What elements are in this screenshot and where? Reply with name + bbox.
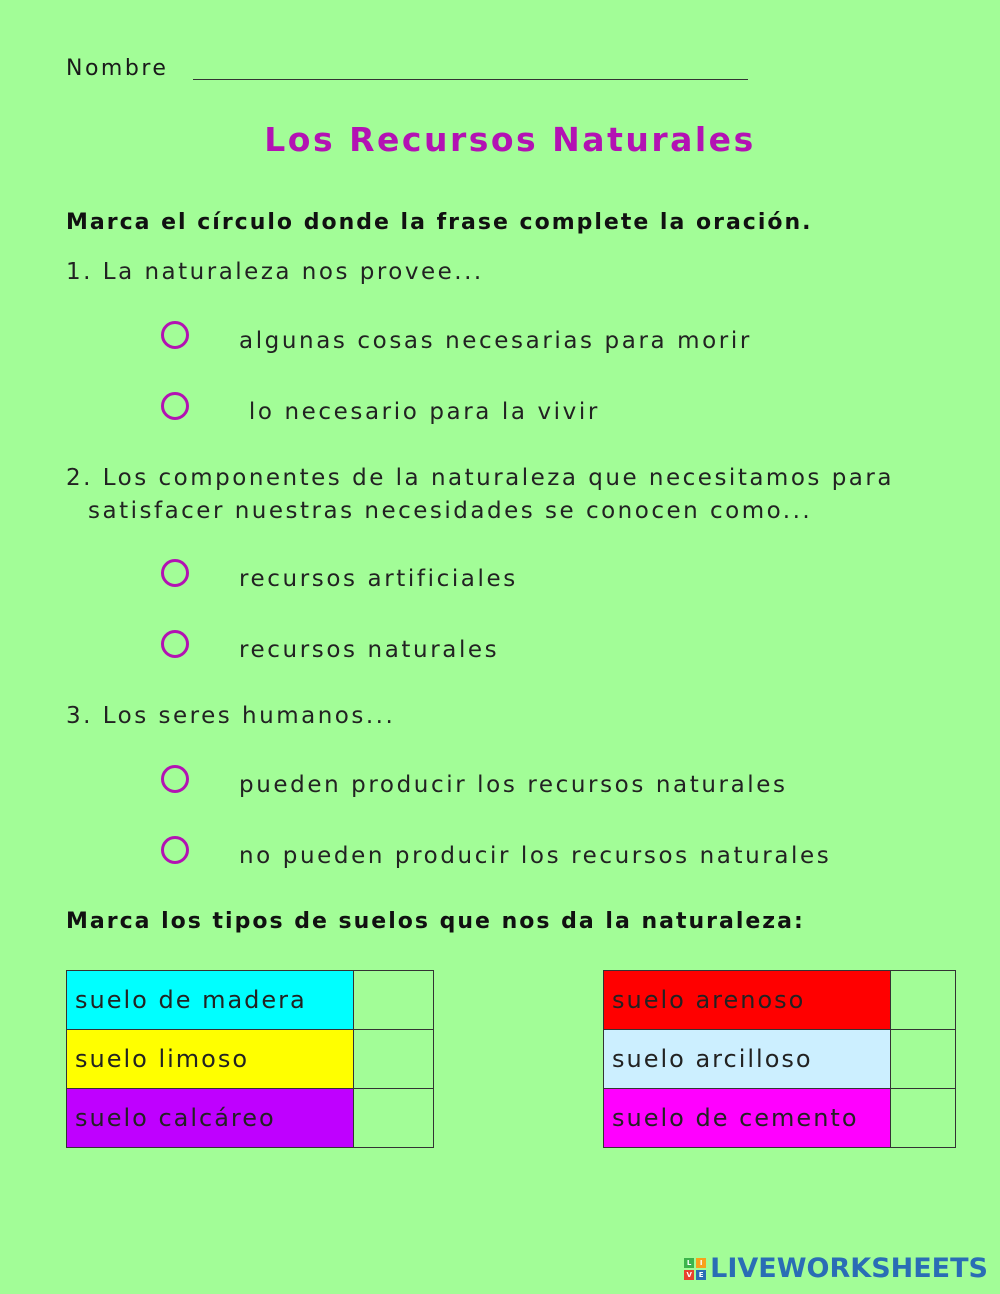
table-row [604,1089,956,1148]
q2-option-1-radio[interactable] [161,559,189,587]
q3-option-1-radio[interactable] [161,765,189,793]
table-row [604,1030,956,1089]
q1-option-1-radio[interactable] [161,321,189,349]
soil-checkbox-right-2[interactable] [891,1030,956,1089]
soil-label-right-2: suelo arcilloso [604,1030,891,1089]
q1-option-2-label: lo necesario para la vivir [239,399,600,425]
soil-label-left-1: suelo de madera [67,971,354,1030]
liveworksheets-logo-icon [684,1258,706,1280]
soil-label-right-1: suelo arenoso [604,971,891,1030]
logo-letter-i: I [696,1258,706,1268]
name-label: Nombre [66,56,169,81]
question-2-prompt-line1: 2. Los componentes de la naturaleza que necesitamos para [66,465,894,491]
soil-label-left-3: suelo calcáreo [67,1089,354,1148]
soil-checkbox-left-2[interactable] [354,1030,434,1089]
q2-option-2-radio[interactable] [161,630,189,658]
table-row [67,1030,434,1089]
section2-instruction: Marca los tipos de suelos que nos da la naturaleza: [66,909,805,934]
soil-checkbox-left-3[interactable] [354,1089,434,1148]
q1-option-1-label: algunas cosas necesarias para morir [239,328,752,354]
soil-table-left [66,970,434,1148]
page-title: Los Recursos Naturales [264,120,756,159]
table-row [604,971,956,1030]
question-2-prompt [66,462,894,528]
soil-checkbox-right-3[interactable] [891,1089,956,1148]
liveworksheets-logo [684,1253,988,1284]
q3-option-2-label: no pueden producir los recursos naturales [239,843,832,869]
section1-instruction: Marca el círculo donde la frase complete la oración. [66,210,813,235]
question-1-prompt: 1. La naturaleza nos provee... [66,259,484,285]
logo-letter-e: E [696,1270,706,1280]
soil-table-right [603,970,956,1148]
logo-letter-l: L [684,1258,694,1268]
question-2-prompt-line2: satisfacer nuestras necesidades se conocen como... [88,498,813,524]
question-3-prompt: 3. Los seres humanos... [66,703,396,729]
soil-checkbox-right-1[interactable] [891,971,956,1030]
soil-label-left-2: suelo limoso [67,1030,354,1089]
name-input-line[interactable] [193,79,748,80]
logo-letter-v: V [684,1270,694,1280]
table-row [67,1089,434,1148]
q2-option-2-label: recursos naturales [239,637,500,663]
soil-label-right-3: suelo de cemento [604,1089,891,1148]
q1-option-2-radio[interactable] [161,392,189,420]
q3-option-1-label: pueden producir los recursos naturales [239,772,788,798]
table-row [67,971,434,1030]
q2-option-1-label: recursos artificiales [239,566,518,592]
soil-checkbox-left-1[interactable] [354,971,434,1030]
q3-option-2-radio[interactable] [161,836,189,864]
liveworksheets-logo-text: LIVEWORKSHEETS [710,1253,988,1284]
